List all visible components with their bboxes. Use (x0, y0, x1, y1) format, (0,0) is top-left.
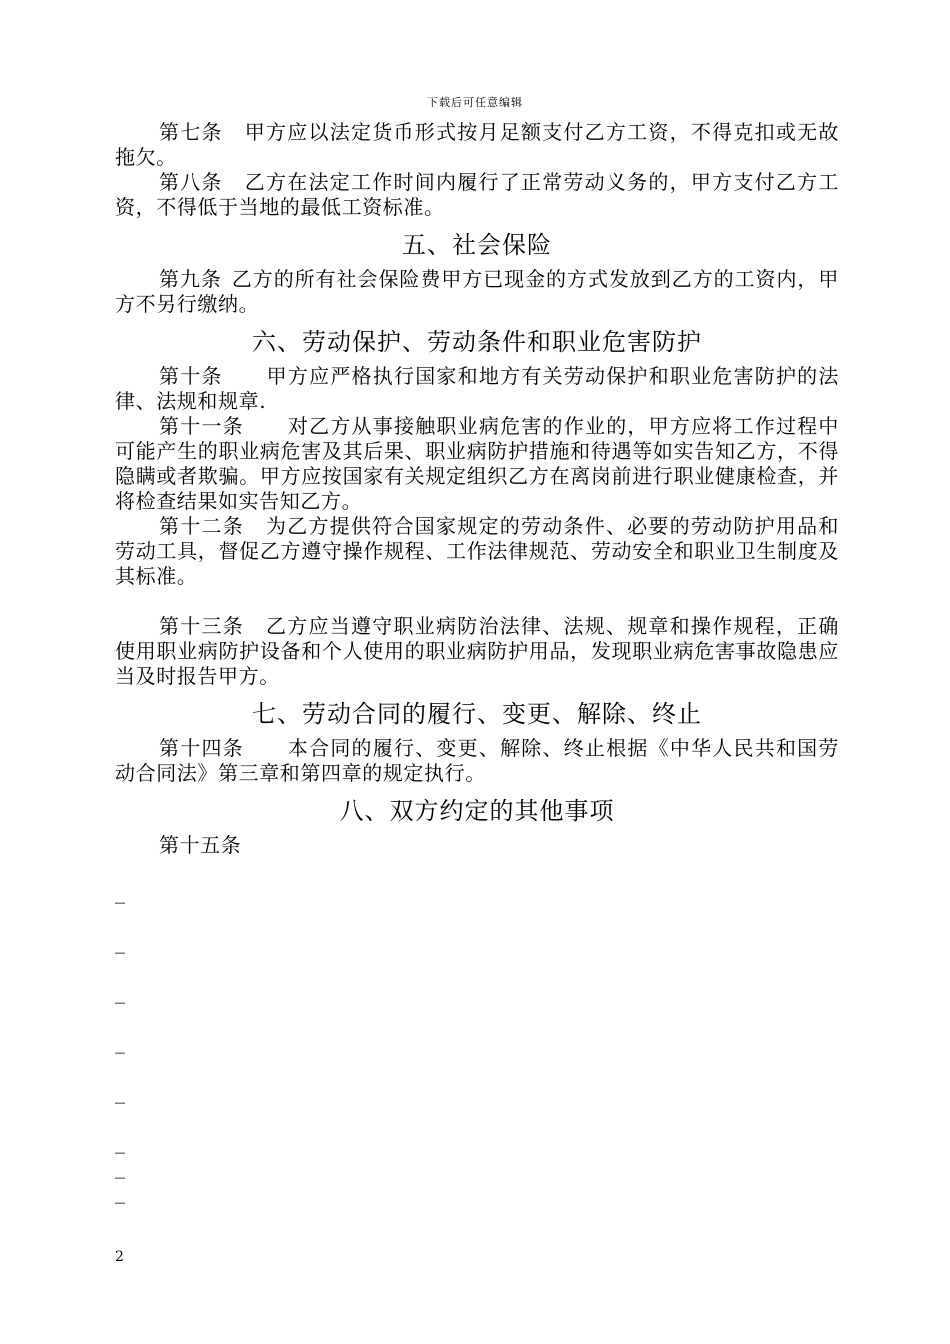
blank-line: _ (115, 1155, 125, 1179)
article-text: 甲方应以法定货币形式按月足额支付乙方工资，不得克扣或无故拖欠。 (115, 120, 839, 169)
section-heading: 五、社会保险 (402, 231, 552, 259)
article-paragraph (115, 414, 839, 514)
article-paragraph (115, 833, 839, 858)
article-paragraph (115, 170, 839, 220)
blank-line: _ (115, 1080, 125, 1104)
blank-lines (115, 880, 839, 1205)
article-number: 第七条 (159, 120, 223, 144)
page-header: 下载后可任意编辑 (427, 96, 523, 109)
article-paragraph (115, 514, 839, 589)
section-heading: 八、双方约定的其他事项 (339, 797, 615, 825)
section-heading: 六、劳动保护、劳动条件和职业危害防护 (252, 328, 702, 356)
blank-line: _ (115, 880, 125, 904)
blank-line: _ (115, 1130, 125, 1154)
article-text: 甲方应严格执行国家和地方有关劳动保护和职业危害防护的法律、法规和规章. (115, 364, 839, 413)
article-text: 本合同的履行、变更、解除、终止根据《中华人民共和国劳动合同法》第三章和第四章的规定执行。 (115, 736, 839, 785)
article-text: 乙方在法定工作时间内履行了正常劳动义务的，甲方支付乙方工资，不得低于当地的最低工资标准。 (115, 170, 839, 219)
article-paragraph (115, 120, 839, 170)
article-paragraph (115, 614, 839, 689)
blank-line: _ (115, 1030, 125, 1054)
blank-line: _ (115, 1180, 125, 1204)
article-number: 第十条 (159, 364, 223, 388)
article-paragraph (115, 736, 839, 786)
article-text: 为乙方提供符合国家规定的劳动条件、必要的劳动防护用品和劳动工具，督促乙方遵守操作规程、工作法律规范、劳动安全和职业卫生制度及其标准。 (115, 514, 840, 588)
page-number: 2 (115, 1249, 124, 1265)
article-paragraph (115, 267, 839, 317)
section-heading: 七、劳动合同的履行、变更、解除、终止 (252, 700, 702, 728)
paragraph-gap (115, 589, 839, 614)
article-text: 乙方应当遵守职业病防治法律、法规、规章和操作规程，正确使用职业病防护设备和个人使用的职业病防护用品，发现职业病危害事故隐患应当及时报告甲方。 (115, 614, 840, 688)
article-number: 第十二条 (159, 514, 244, 538)
article-number: 第十五条 (159, 833, 242, 857)
article-text: 乙方的所有社会保险费甲方已现金的方式发放到乙方的工资内，甲方不另行缴纳。 (115, 267, 839, 316)
blank-line: _ (115, 980, 125, 1004)
article-number: 第十四条 (159, 736, 244, 760)
blank-line: _ (115, 930, 125, 954)
article-number: 第十一条 (159, 414, 244, 438)
article-paragraph (115, 364, 839, 414)
article-number: 第九条 (159, 267, 222, 291)
document-body (115, 120, 839, 1205)
article-text: 对乙方从事接触职业病危害的作业的，甲方应将工作过程中可能产生的职业病危害及其后果、职业病防护措施和待遇等如实告知乙方，不得隐瞒或者欺骗。甲方应按国家有关规定组织乙方在离岗前进行职业健康检查，并将检查结果如实告知乙方。 (115, 414, 839, 513)
article-number: 第十三条 (159, 614, 244, 638)
article-number: 第八条 (159, 170, 223, 194)
